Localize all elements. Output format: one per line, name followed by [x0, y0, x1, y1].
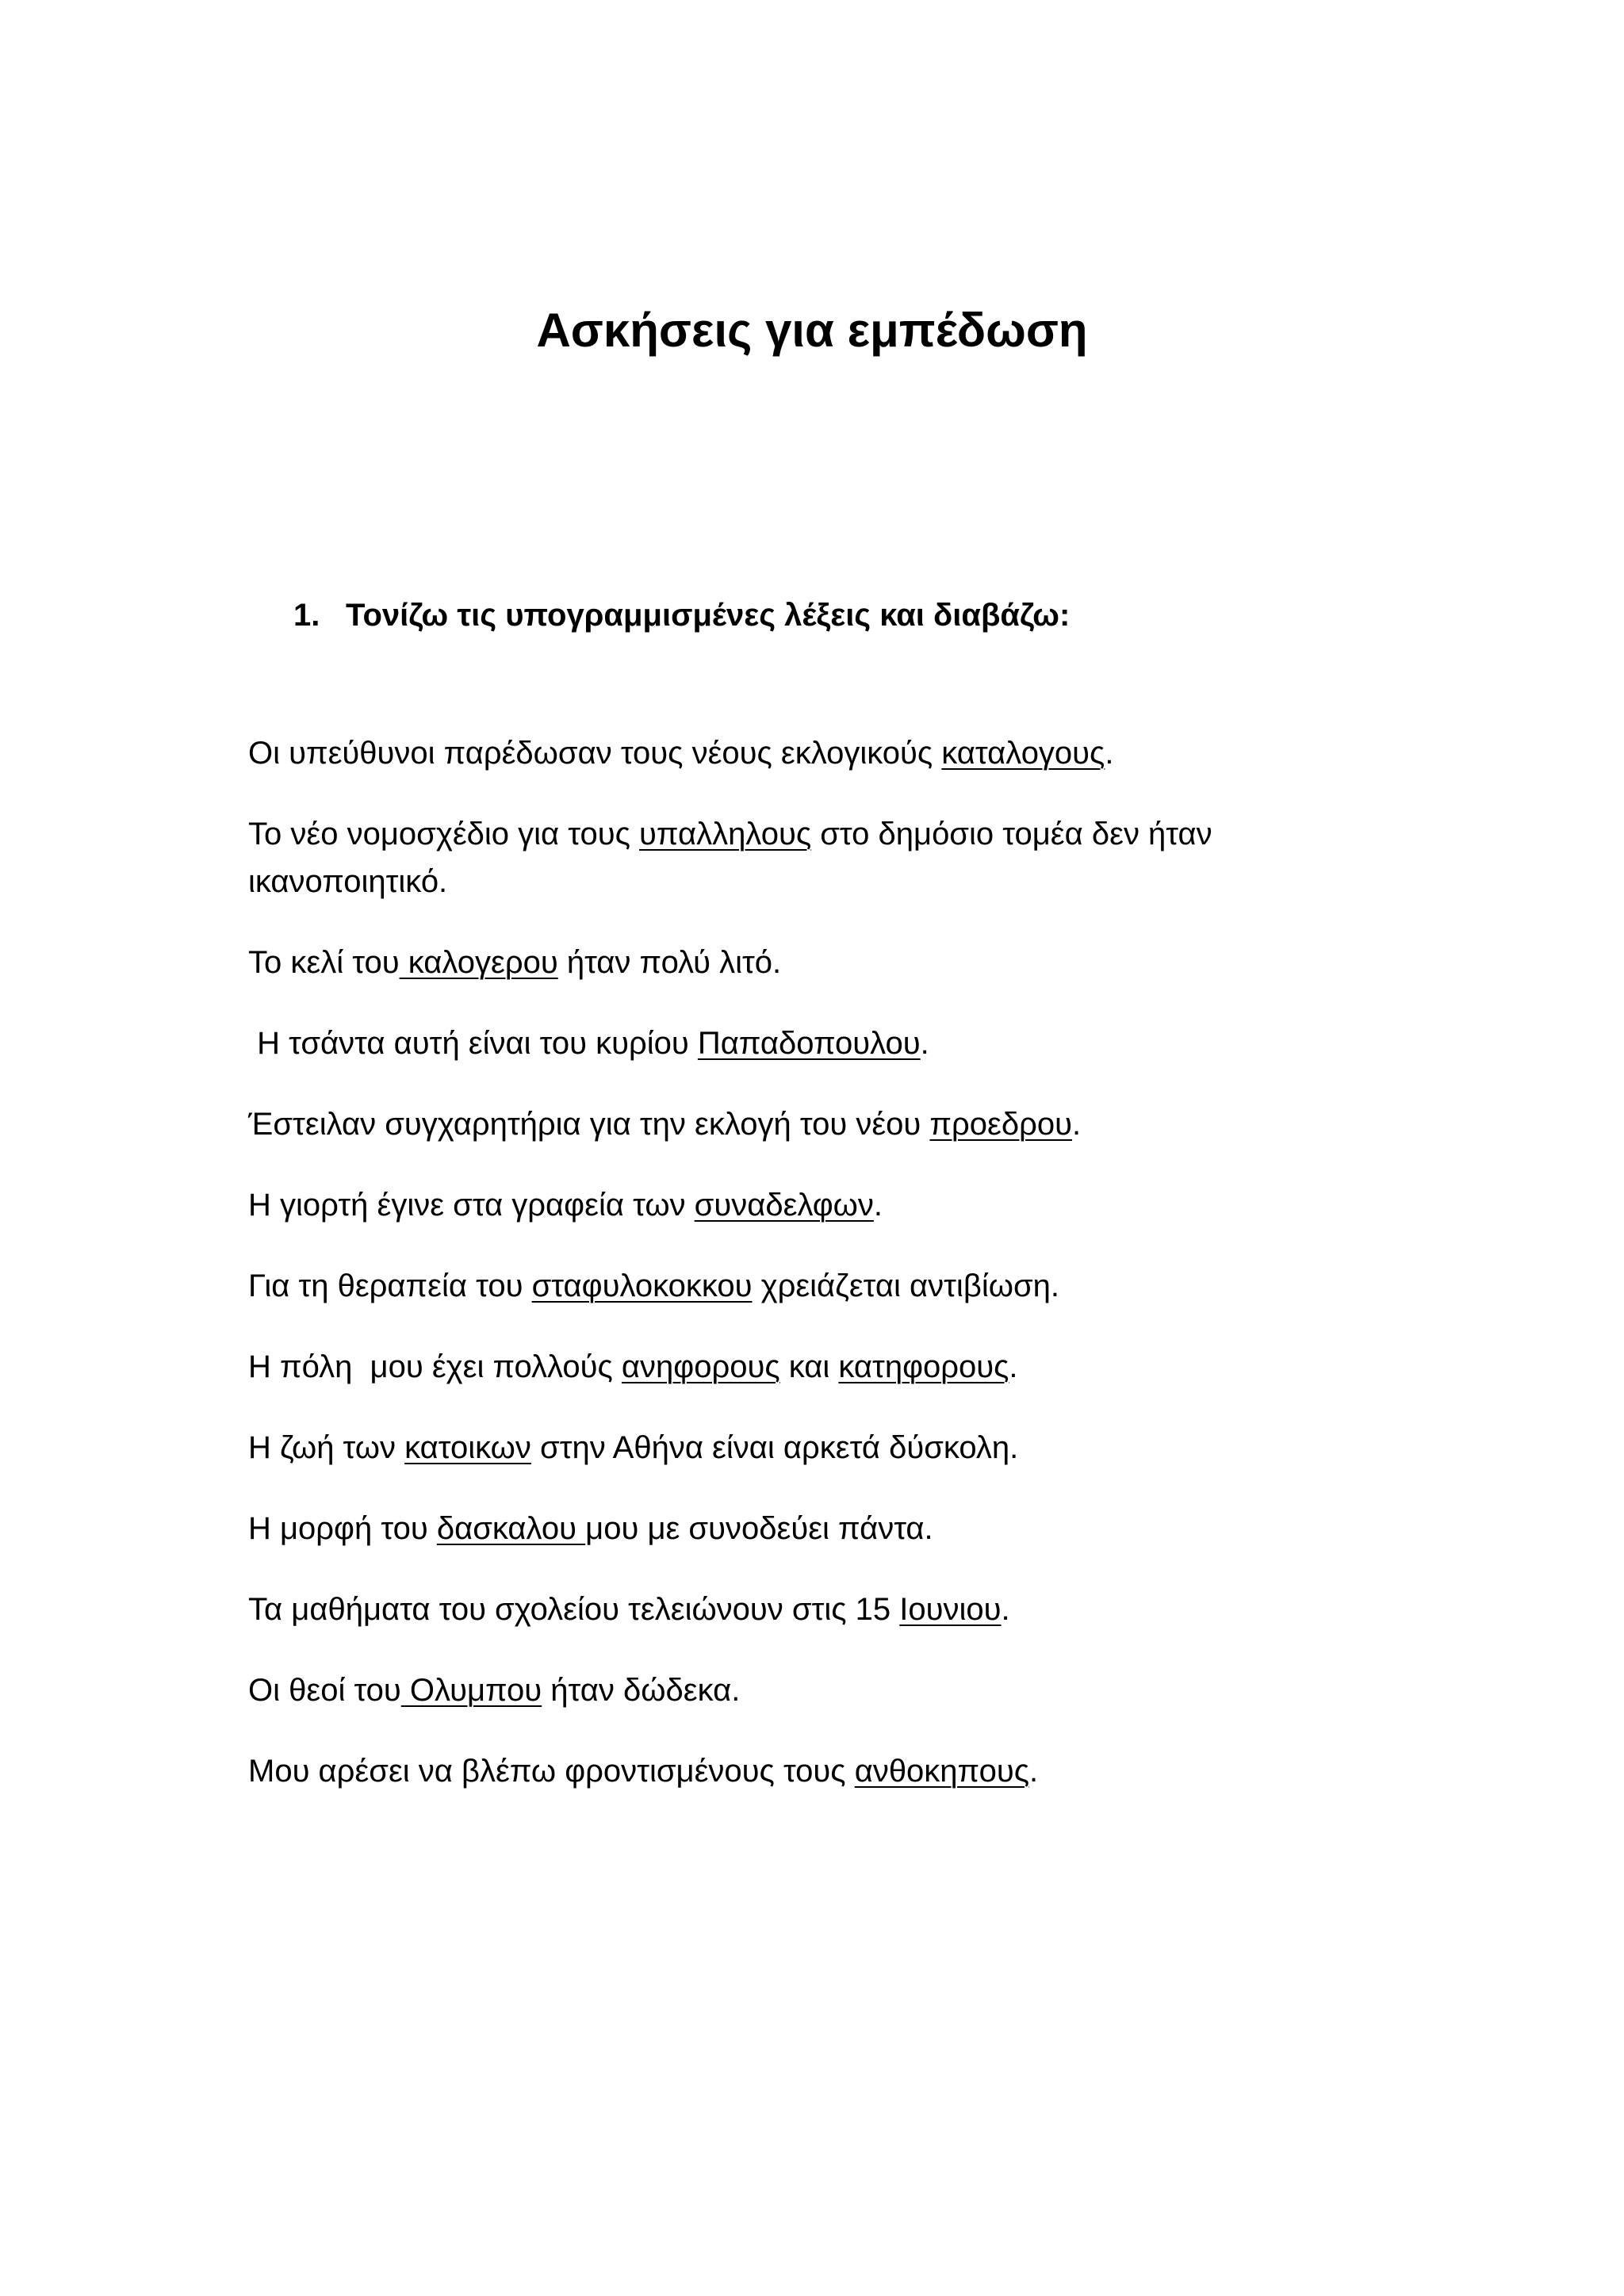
sentence-text: και [779, 1349, 839, 1384]
sentence [248, 1181, 1390, 1229]
sentence-text: . [873, 1188, 883, 1223]
sentence-text: χρειάζεται αντιβίωση. [752, 1269, 1059, 1303]
sentence-text: Το κελί του [248, 945, 400, 980]
underlined-word: ανηφορους [621, 1349, 780, 1384]
sentence [248, 1424, 1390, 1471]
sentence-text: Η τσάντα αυτή είναι του κυρίου [248, 1026, 698, 1061]
underlined-word: προεδρου [929, 1107, 1072, 1142]
underlined-word: σταφυλοκοκκου [531, 1269, 753, 1303]
sentence [248, 729, 1390, 777]
sentence-text: . [1071, 1107, 1082, 1142]
underlined-word: κατηφορους [838, 1349, 1009, 1384]
document-title: Ασκήσεις για εμπέδωση [536, 304, 1088, 357]
underlined-word: συναδελφων [694, 1188, 874, 1223]
sentence [248, 1020, 1390, 1067]
sentence-text: Η μορφή του [248, 1511, 437, 1546]
sentence-text: ήταν πολύ λιτό. [557, 945, 782, 980]
exercise-heading [293, 591, 1070, 639]
exercise-instruction: Τονίζω τις υπογραμμισμένες λέξεις και διαβάζω: [346, 598, 1071, 633]
underlined-word: δασκαλου [436, 1511, 586, 1546]
sentence [248, 810, 1390, 905]
sentence-list [248, 729, 1390, 1828]
sentence-text: Μου αρέσει να βλέπω φροντισμένους τους [248, 1754, 855, 1789]
sentence-text: στο δημόσιο τομέα δεν ήταν ικανοποιητικό. [248, 817, 1221, 899]
sentence-text: . [1001, 1592, 1010, 1627]
sentence [248, 1747, 1390, 1795]
sentence [248, 1100, 1390, 1148]
sentence [248, 1343, 1390, 1391]
sentence-text: Για τη θεραπεία του [248, 1269, 532, 1303]
underlined-word: Ιουνιου [899, 1592, 1002, 1627]
sentence-text: στην Αθήνα είναι αρκετά δύσκολη. [530, 1430, 1019, 1465]
sentence-text: . [1105, 736, 1114, 771]
sentence-text: . [1028, 1754, 1039, 1789]
sentence-text: Τα μαθήματα του σχολείου τελειώνουν στις 15 [248, 1592, 900, 1627]
sentence-text: ήταν δώδεκα. [542, 1673, 741, 1708]
sentence [248, 1586, 1390, 1633]
sentence-text: μου με συνοδεύει πάντα. [585, 1511, 933, 1546]
underlined-word: κατοικων [404, 1430, 531, 1465]
underlined-word: Παπαδοπουλου [697, 1026, 921, 1061]
sentence-text: Οι θεοί του [248, 1673, 401, 1708]
sentence [248, 1262, 1390, 1310]
sentence-text: . [920, 1026, 929, 1061]
underlined-word: καλογερου [399, 945, 558, 980]
sentence [248, 1667, 1390, 1714]
sentence-text: . [1009, 1349, 1018, 1384]
sentence-text: Το νέο νομοσχέδιο για τους [248, 817, 640, 851]
sentence-text: Έστειλαν συγχαρητήρια για την εκλογή του νέου [248, 1107, 930, 1142]
sentence-text: Η πόλη μου έχει πολλούς [248, 1349, 622, 1384]
sentence-text: Η γιορτή έγινε στα γραφεία των [248, 1188, 695, 1223]
underlined-word: Ολυμπου [400, 1673, 542, 1708]
sentence [248, 939, 1390, 986]
exercise-number: 1. [293, 598, 320, 633]
sentence-text: Οι υπεύθυνοι παρέδωσαν τους νέους εκλογικούς [248, 736, 942, 771]
underlined-word: υπαλληλους [639, 817, 812, 851]
sentence [248, 1505, 1390, 1552]
underlined-word: καταλογους [941, 736, 1105, 771]
underlined-word: ανθοκηπους [854, 1754, 1029, 1789]
sentence-text: Η ζωή των [248, 1430, 405, 1465]
